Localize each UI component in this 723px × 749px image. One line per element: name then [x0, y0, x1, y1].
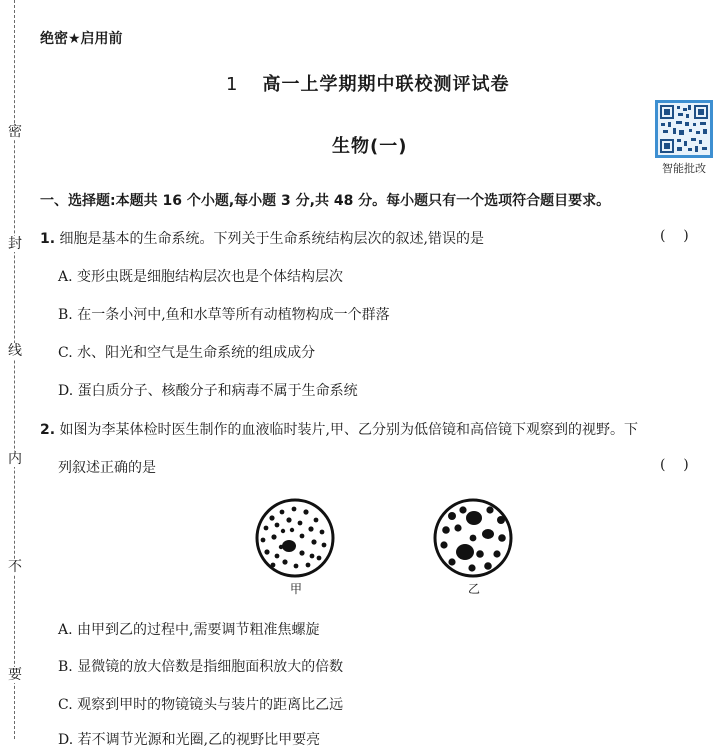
seal-dashed-line	[14, 0, 15, 739]
secret-mark: 绝密★启用前	[40, 31, 123, 47]
seal-char: 密	[8, 124, 22, 140]
microscope-figure	[252, 498, 522, 598]
option-a: A. 由甲到乙的过程中,需要调节粗准焦螺旋	[58, 622, 320, 638]
question-stem-text: 如图为李某体检时医生制作的血液临时装片,甲、乙分别为低倍镜和高倍镜下观察到的视野。下	[59, 422, 638, 438]
seal-char: 要	[8, 667, 22, 683]
seal-char: 封	[8, 236, 22, 252]
question-number: 2.	[40, 422, 56, 438]
page-title	[226, 70, 509, 96]
question-stem-continuation: 列叙述正确的是	[58, 460, 156, 476]
low-power-view	[257, 500, 333, 576]
option-b: B. 显微镜的放大倍数是指细胞面积放大的倍数	[58, 659, 344, 675]
option-d: D. 若不调节光源和光圈,乙的视野比甲要亮	[58, 732, 321, 748]
answer-bracket[interactable]: ( )	[660, 228, 689, 244]
option-b: B. 在一条小河中,鱼和水草等所有动植物构成一个群落	[58, 307, 390, 323]
section-heading: 一、选择题:本题共 16 个小题,每小题 3 分,共 48 分。每小题只有一个选项符合题目要求。	[40, 193, 611, 209]
answer-bracket[interactable]: ( )	[660, 457, 689, 473]
seal-char: 线	[8, 343, 22, 359]
qr-label: 智能批改	[662, 162, 706, 175]
microscope-views-illustration	[252, 498, 522, 580]
exam-title: 高一上学期期中联校测评试卷	[262, 74, 510, 95]
figure-label-jia: 甲	[290, 582, 303, 596]
option-a: A. 变形虫既是细胞结构层次也是个体结构层次	[58, 269, 344, 285]
question-2-stem	[40, 419, 638, 439]
page-subtitle: 生物(一)	[332, 136, 408, 157]
question-1-stem	[40, 228, 484, 248]
option-c: C. 水、阳光和空气是生命系统的组成成分	[58, 345, 316, 361]
exam-number: 1	[226, 74, 239, 95]
question-stem-text: 细胞是基本的生命系统。下列关于生命系统结构层次的叙述,错误的是	[59, 231, 484, 247]
option-d: D. 蛋白质分子、核酸分子和病毒不属于生命系统	[58, 383, 358, 399]
question-number: 1.	[40, 231, 56, 247]
high-power-view	[435, 500, 511, 576]
option-c: C. 观察到甲时的物镜镜头与装片的距离比乙远	[58, 697, 344, 713]
qr-code-icon[interactable]	[655, 100, 713, 158]
seal-char: 不	[8, 559, 22, 575]
figure-label-yi: 乙	[468, 582, 481, 596]
seal-char: 内	[8, 451, 22, 467]
